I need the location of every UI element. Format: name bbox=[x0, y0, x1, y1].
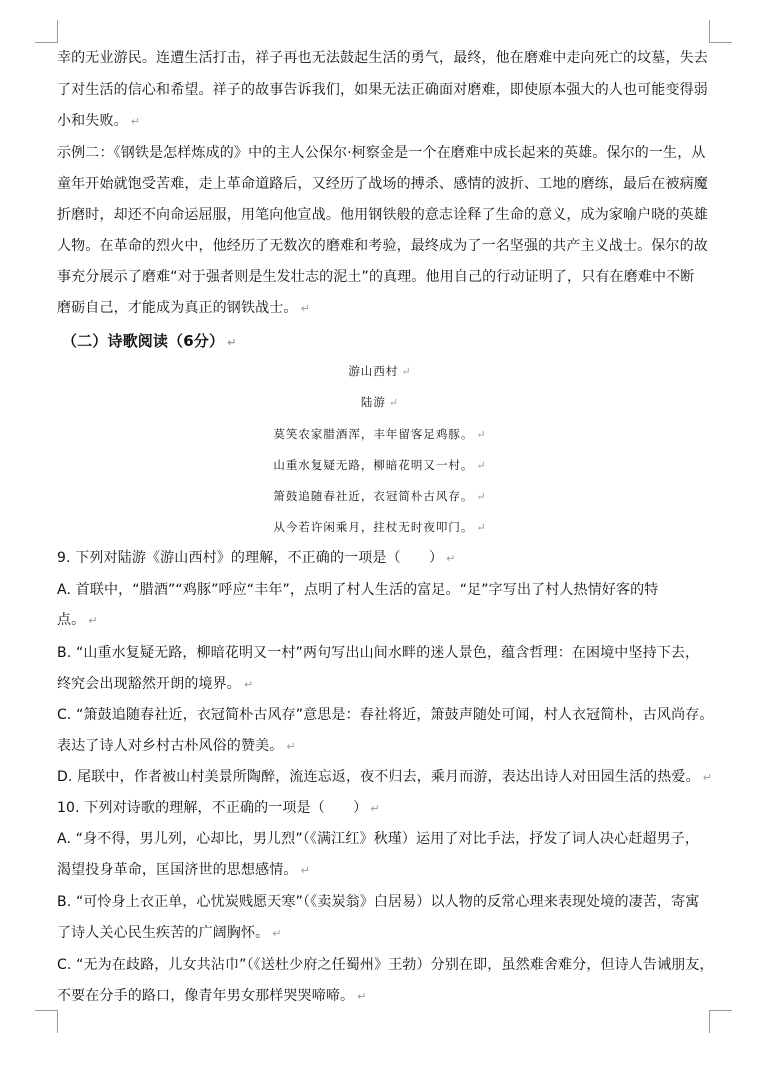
paragraph-mark: ↵ bbox=[227, 336, 237, 349]
poem-title: 游山西村 ↵ bbox=[348, 364, 412, 378]
question-10-option-b: B. “可怜身上衣正单，心忧炭贱愿天寒”（《卖炭翁》白居易）以人物的反常心理来表现处境的凄苦，寄寓 bbox=[57, 894, 700, 910]
poem-line: 山重水复疑无路，柳暗花明又一村。 ↵ bbox=[273, 458, 487, 472]
paragraph-mark: ↵ bbox=[272, 927, 282, 940]
text-line: 磨砺自己，才能成为真正的钢铁战士。 ↵ bbox=[57, 300, 310, 316]
crop-mark-top-right bbox=[709, 20, 732, 43]
poem-author: 陆游 ↵ bbox=[360, 395, 400, 409]
question-9-option-b: B. “山重水复疑无路，柳暗花明又一村”两句写出山间水畔的迷人景色，蕴含哲理：在困境中坚持下去， bbox=[57, 645, 700, 661]
section-heading: （二）诗歌阅读（6分） ↵ bbox=[62, 332, 237, 350]
paragraph-mark: ↵ bbox=[286, 740, 296, 753]
question-9-option-a: A. 首联中，“腊酒”“鸡豚”呼应“丰年”，点明了村人生活的富足。“足”字写出了村人热情好客的特 bbox=[57, 582, 659, 598]
text-line: 人物。在革命的烈火中，他经历了无数次的磨难和考验，最终成为了一名坚强的共产主义战士。保尔的故 bbox=[57, 238, 708, 254]
question-10-option-a: 渴望投身革命，匡国济世的思想感情。 ↵ bbox=[57, 862, 310, 878]
paragraph-mark: ↵ bbox=[370, 802, 380, 815]
text-line: 幸的无业游民。连遭生活打击，祥子再也无法鼓起生活的勇气，最终，他在磨难中走向死亡的坟墓，失去 bbox=[57, 50, 708, 66]
crop-mark-bottom-left bbox=[35, 1010, 58, 1033]
question-9-stem: 9. 下列对陆游《游山西村》的理解，不正确的一项是（ ） ↵ bbox=[57, 550, 456, 566]
poem-line: 莫笑农家腊酒浑，丰年留客足鸡豚。 ↵ bbox=[273, 427, 487, 441]
crop-mark-top-left bbox=[35, 20, 58, 43]
paragraph-mark: ↵ bbox=[357, 990, 367, 1003]
paragraph-mark: ↵ bbox=[446, 552, 456, 565]
question-10-option-b: 了诗人关心民生疾苦的广阔胸怀。 ↵ bbox=[57, 925, 282, 941]
paragraph-mark: ↵ bbox=[388, 396, 400, 409]
question-10-option-a: A. “身不得，男儿列，心却比，男儿烈”（《满江红》秋瑾）运用了对比手法，抒发了词人决心赶超男子， bbox=[57, 831, 700, 847]
paragraph-mark: ↵ bbox=[476, 459, 487, 472]
poem-line: 从今若许闲乘月，拄杖无时夜叩门。 ↵ bbox=[273, 520, 487, 534]
paragraph-mark: ↵ bbox=[401, 365, 412, 378]
question-9-option-c: 表达了诗人对乡村古朴风俗的赞美。 ↵ bbox=[57, 738, 296, 754]
paragraph-mark: ↵ bbox=[702, 771, 713, 784]
text-line: 折磨时，却还不向命运屈服，用笔向他宣战。他用钢铁般的意志诠释了生命的意义，成为家喻户晓的英雄 bbox=[57, 207, 708, 223]
text-line: 童年开始就饱受苦难，走上革命道路后，又经历了战场的搏杀、感情的波折、工地的磨练，最后在被病魔 bbox=[57, 176, 708, 192]
paragraph-mark: ↵ bbox=[476, 428, 487, 441]
text-line: 示例二：《钢铁是怎样炼成的》中的主人公保尔·柯察金是一个在磨难中成长起来的英雄。保尔的一生，从 bbox=[57, 145, 706, 161]
question-10-option-c: 不要在分手的路口，像青年男女那样哭哭啼啼。 ↵ bbox=[57, 988, 367, 1004]
paragraph-mark: ↵ bbox=[300, 302, 310, 315]
crop-mark-bottom-right bbox=[709, 1010, 732, 1033]
question-9-option-a: 点。 ↵ bbox=[57, 612, 98, 628]
question-9-option-d: D. 尾联中，作者被山村美景所陶醉，流连忘返，夜不归去，乘月而游，表达出诗人对田园生活的热爱。 ↵ bbox=[57, 769, 713, 785]
paragraph-mark: ↵ bbox=[88, 614, 98, 627]
question-10-option-c: C. “无为在歧路，儿女共沾巾”（《送杜少府之任蜀州》王勃）分别在即，虽然难舍难分，但诗人告诫朋友， bbox=[57, 957, 714, 973]
question-9-option-b: 终究会出现豁然开朗的境界。 ↵ bbox=[57, 676, 254, 692]
question-10-stem: 10. 下列对诗歌的理解，不正确的一项是（ ） ↵ bbox=[57, 800, 380, 816]
paragraph-mark: ↵ bbox=[243, 678, 254, 691]
poem-line: 箫鼓追随春社近，衣冠简朴古风存。 ↵ bbox=[273, 489, 487, 503]
text-line: 了对生活的信心和希望。祥子的故事告诉我们，如果无法正确面对磨难，即使原本强大的人也可能变得弱 bbox=[57, 82, 708, 98]
text-line: 小和失败。 ↵ bbox=[57, 113, 141, 129]
paragraph-mark: ↵ bbox=[476, 490, 487, 503]
paragraph-mark: ↵ bbox=[476, 521, 487, 534]
text-line: 事充分展示了磨难“对于强者则是生发壮志的泥土”的真理。他用自己的行动证明了，只有在磨难中不断 bbox=[57, 269, 695, 285]
paragraph-mark: ↵ bbox=[130, 115, 141, 128]
paragraph-mark: ↵ bbox=[300, 864, 310, 877]
question-9-option-c: C. “箫鼓追随春社近，衣冠简朴古风存”意思是：春社将近，箫鼓声随处可闻，村人衣冠简朴，古风尚存。 bbox=[57, 707, 714, 723]
